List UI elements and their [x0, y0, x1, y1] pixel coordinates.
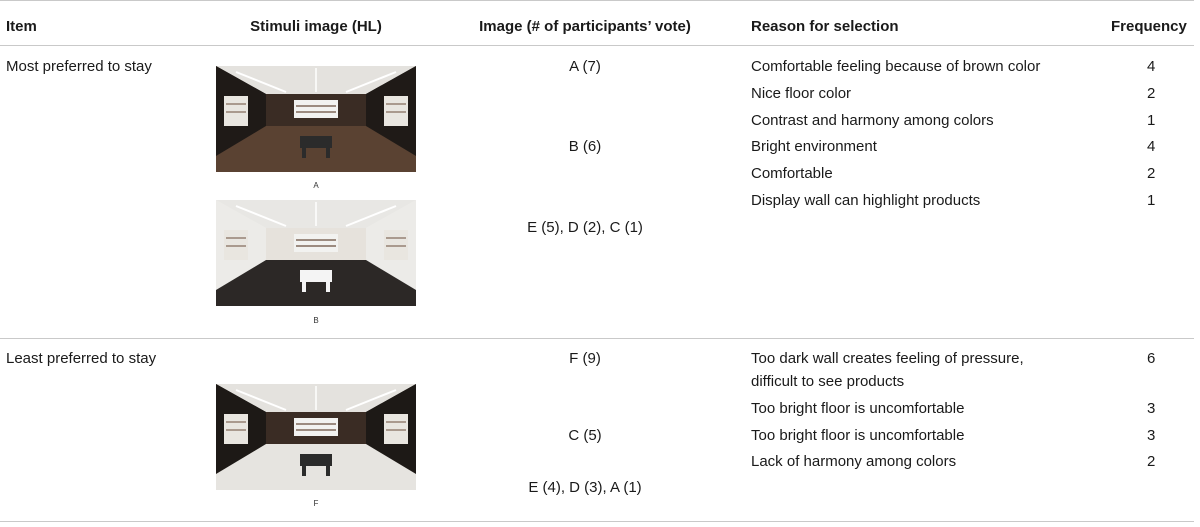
frequency-value: 1 — [1147, 112, 1156, 129]
reason-text: Too bright floor is uncomfortable — [751, 400, 965, 417]
vote-entry: B (6) — [568, 138, 602, 155]
header-item: Item — [6, 18, 37, 35]
reason-text: Comfortable feeling because of brown color — [751, 58, 1041, 75]
frequency-value: 6 — [1147, 350, 1156, 367]
frequency-value: 2 — [1147, 85, 1156, 102]
header-frequency: Frequency — [1111, 18, 1187, 35]
header-image-vote: Image (# of participants’ vote) — [479, 18, 691, 35]
frequency-value: 2 — [1147, 453, 1156, 470]
stimuli-image-f — [216, 384, 416, 490]
reason-text-continued: difficult to see products — [751, 373, 905, 390]
item-label: Most preferred to stay — [6, 58, 152, 75]
vote-entry: E (4), D (3), A (1) — [528, 479, 642, 496]
vote-entry: F (9) — [569, 350, 601, 367]
vote-entry: A (7) — [569, 58, 601, 75]
vote-entry: E (5), D (2), C (1) — [527, 219, 643, 236]
image-caption: F — [313, 499, 319, 508]
reason-text: Display wall can highlight products — [751, 192, 981, 209]
table-top-rule — [0, 0, 1194, 1]
reason-text: Nice floor color — [751, 85, 852, 102]
reason-text: Contrast and harmony among colors — [751, 112, 994, 129]
header-reason: Reason for selection — [751, 18, 899, 35]
header-stimuli-image: Stimuli image (HL) — [250, 18, 382, 35]
reason-text: Too bright floor is uncomfortable — [751, 427, 965, 444]
frequency-value: 3 — [1147, 427, 1156, 444]
item-label: Least preferred to stay — [6, 350, 157, 367]
frequency-value: 4 — [1147, 58, 1156, 75]
table-bottom-rule — [0, 521, 1194, 522]
section-rule — [0, 338, 1194, 339]
image-caption: A — [313, 181, 319, 190]
reason-text: Too dark wall creates feeling of pressure, — [751, 350, 1024, 367]
frequency-value: 1 — [1147, 192, 1156, 209]
header-rule — [0, 45, 1194, 46]
stimuli-image-a — [216, 66, 416, 172]
image-caption: B — [313, 316, 319, 325]
reason-text: Comfortable — [751, 165, 833, 182]
reason-text: Lack of harmony among colors — [751, 453, 957, 470]
frequency-value: 3 — [1147, 400, 1156, 417]
stimuli-image-b — [216, 200, 416, 306]
frequency-value: 2 — [1147, 165, 1156, 182]
vote-entry: C (5) — [568, 427, 602, 444]
frequency-value: 4 — [1147, 138, 1156, 155]
reason-text: Bright environment — [751, 138, 877, 155]
